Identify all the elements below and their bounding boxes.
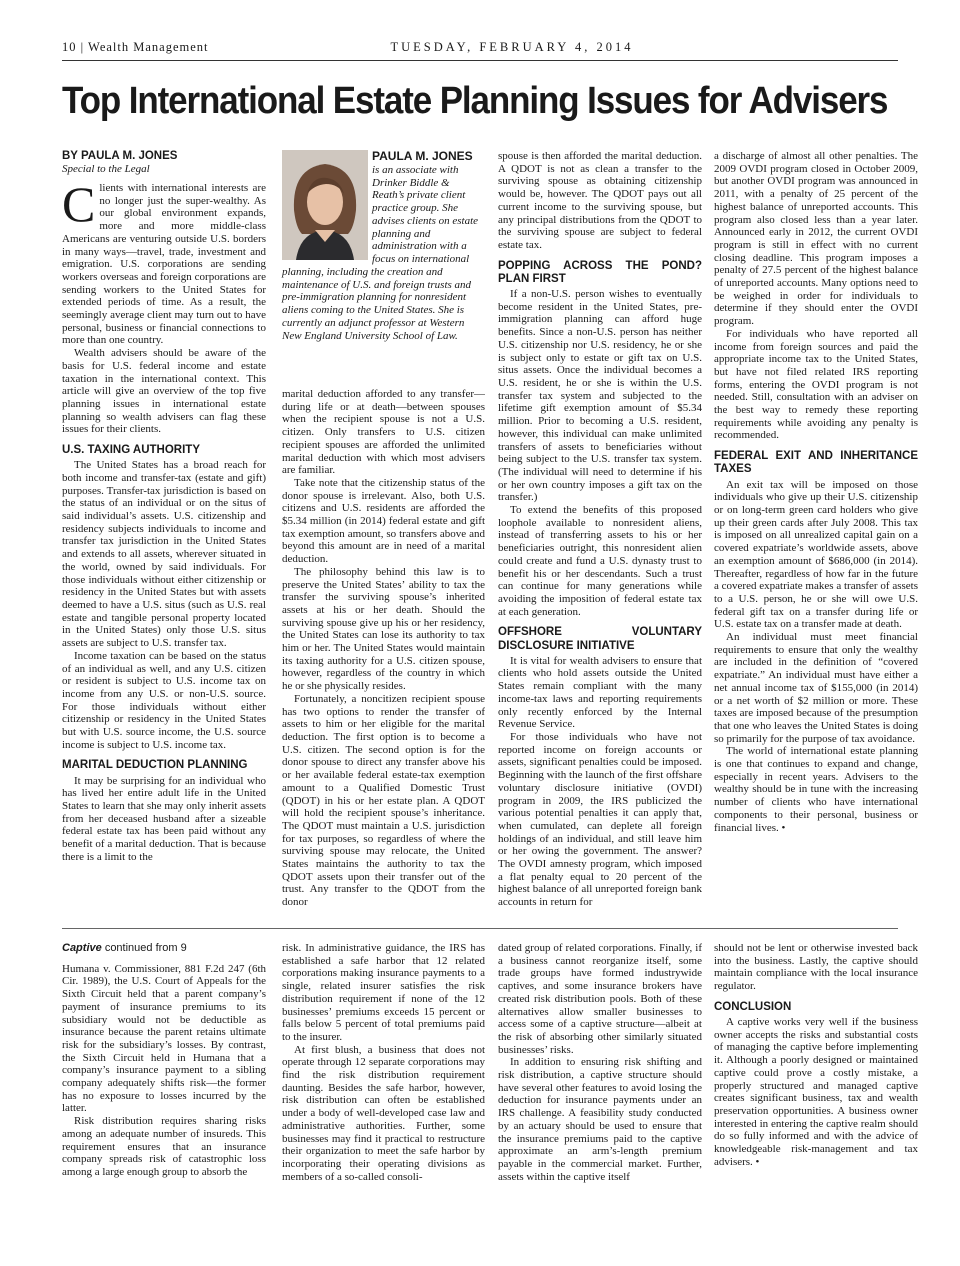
page-header [62,40,898,60]
captive-column-4 [714,942,918,1192]
page-section: 10 | Wealth Management [62,40,209,54]
article-paragraph: To extend the benefits of this proposed loophole available to nonresident aliens, instead of transferring assets to his or her beneficiaries outright, this nonresident alien could create and fund a U.S. dynasty trust to benefit his or her descendants. Such a trust can continue for many generations while avoiding the imposition of federal estate tax at each generation. [498,504,702,618]
end-mark: • [755,1155,760,1168]
section-heading: MARITAL DEDUCTION PLANNING [62,759,248,772]
section-heading: POPPING ACROSS THE POND? PLAN FIRST [498,259,702,285]
article-paragraph: marital deduction afforded to any transfer—during life or at death—between spouses when the recipient spouse is not a U.S. citizen. Only transfers to U.S. citizen recipient spouses are afforded the unlimited marital deduction with which most advisers are familiar. [282,388,485,477]
article-paragraph: It may be surprising for an individual who has lived her entire adult life in the United States to learn that she may only inherit assets from her deceased husband after a sizeable federal estate tax has been paid without any benefit of a marital deduction. That is because there is a limit to the [62,774,266,863]
article-paragraph: a discharge of almost all other penalties. The 2009 OVDI program closed in October 2009, but another OVDI program was announced in 2011, with a penalty of 25 percent of the highest balance of unreported accounts. This program also closed less than a year later. Announced early in 2012, the current OVDI program is still in effect with no current closing deadline. This program imposes a penalty of 27.5 percent of the highest balance of unreported accounts. Many options need to be weighed in order for individuals to determine if they should enter the OVDI program. [714,150,918,328]
captive-column-3 [498,942,702,1192]
article-paragraph: The philosophy behind this law is to preserve the United States’ ability to tax the transfer the surviving spouse’s inherited assets at his or her death. Should the surviving spouse give up his or her residency, the United States can lose its authority to tax him or her. The United States would maintain its taxing authority for a U.S. citizen spouse, however, regardless of the country in which he or she physically resides. [282,565,485,693]
byline: BY PAULA M. JONES [62,150,178,162]
article-paragraph: Income taxation can be based on the status of an individual as well, and any U.S. citizen or resident is subject to U.S. income tax on income from any U.S. or non-U.S. source. For those individuals without either citizenship or residency in the United States but with U.S. source income, the U.S. source income is subject to U.S. income tax. [62,649,266,751]
continuation-label: Captive [62,942,102,954]
article-column-3 [498,150,702,925]
author-bio-text: is an associate with Drinker Biddle & Reath’s private client practice group. She advises clients on estate planning and administration with a focus on international planning, including the creation and maintenance of U.S. and foreign trusts and pre-immigration planning for nonresident aliens coming to the United States. She is currently an adjunct professor at Western New England University School of Law. [282,163,479,342]
article-paragraph: Wealth advisers should be aware of the basis for U.S. federal income and estate taxation in the international context. This article will give an overview of the top five planning issues in international estate planning so wealth advisers can flag these issues for their clients. [62,347,266,436]
header-rule [62,60,898,61]
article-paragraph: It is vital for wealth advisers to ensure that clients who hold assets outside the United States remain compliant with the many income-tax laws and reporting requirements only recently enforced by the Internal Revenue Service. [498,654,702,731]
article-paragraph: For those individuals who have not reported income on foreign accounts or assets, significant penalties could be imposed. Beginning with the launch of the first offshare voluntary disclosure initiative (OVDI) program in 2009, the IRS publicized the various potential penalties it can apply that, when cumulated, can deplete all foreign holdings of an individual, and still leave him or her owing the government. The answer? The OVDI amnesty program, which imposed a flat penalty equal to 20 percent of the highest balance of all unreported foreign bank accounts in return for [498,731,702,909]
article-paragraph: spouse is then afforded the marital deduction. A QDOT is not as clean a transfer to the surviving spouse as obtaining citizenship would be, however. The QDOT pays out all current income to the surviving spouse, but any principal distributions from the QDOT to the surviving spouse are subject to federal estate tax. [498,150,702,251]
article-column-4 [714,150,918,925]
author-bio [282,150,482,342]
section-heading: CONCLUSION [714,1000,792,1013]
author-box [282,150,482,390]
article-paragraph: Risk distribution requires sharing risks among an adequate number of insureds. This requirement ensures that an insurance company spreads risk of catastrophic loss among a large enough group to absorb the [62,1115,266,1178]
article-paragraph: An individual must meet financial requirements to ensure that only the wealthy are included in the definition of “covered expatriate.” An individual must have either a net annual income tax of $155,000 (in 2014) or a net worth of $2 million or more. These taxes are imposed because of the presumption that one who leaves the United States is doing so primarily for the purpose of tax avoidance. [714,631,918,745]
article-paragraph: dated group of related corporations. Finally, if a business cannot reorganize itself, some trade groups have formed industrywide captives, and some insurance brokers have created risk distribution pools. Both of these alternatives allow smaller businesses to access some of a captive structure—albeit at the risk of absorbing other similarly situated businesses’ risks. [498,942,702,1056]
article-paragraph: Take note that the citizenship status of the donor spouse is irrelevant. Also, both U.S. citizens and U.S. residents are afforded the $5.34 million (in 2014) federal estate and gift tax exemption amount, so transfers above and beyond this amount are in need of a marital deduction. [282,476,485,566]
section-divider [62,928,898,929]
end-mark: • [781,821,786,834]
article-column-2 [282,388,485,925]
continuation-header [62,942,266,955]
section-heading: FEDERAL EXIT AND INHERITANCE TAXES [714,450,918,476]
article-paragraph: At first blush, a business that does not operate through 12 separate corporations may find the risk distribution requirement daunting. Besides the safe harbor, however, risk distribution can often be established under a body of well-developed case law and administrative authorities. Further, some businesses may find it practical to restructure their organization to meet the safe harbor by incorporating their operating divisions as members of a so-called consoli- [282,1043,485,1183]
article-paragraph: In addition to ensuring risk shifting and risk distribution, a captive structure should have several other features to avoid losing the deduction for insurance payments under an IRS challenge. A feasibility study conducted by an actuary should be used to ensure that the insurance premiums paid to the captive approximate an arm’s-length premium payable in the commercial market. Further, assets within the captive itself [498,1056,702,1183]
article-paragraph: Humana v. Commissioner, 881 F.2d 247 (6th Cir. 1989), the U.S. Court of Appeals for the Sixth Circuit held that a parent company’s payment of insurance premiums to its subsidiary would not be deductible as insurance because the parent retains ultimate risk for the subsidiary’s losses. By contrast, the Sixth Circuit held in Humana that a company’s insurance payment to a sibling company adequately shifts risk—the former has no exposure to losses incurred by the latter. [62,962,266,1115]
captive-column-1 [62,942,266,1192]
section-heading: OFFSHORE VOLUNTARY DISCLOSURE INITIATIVE [498,626,702,652]
article-paragraph: Fortunately, a noncitizen recipient spouse has two options to render the transfer of assets to him or her eligible for the marital deduction. The first option is to become a U.S. citizen. The second option is for the donor spouse to direct any transfer above his or her available federal estate-tax exemption amount to a Qualified Domestic Trust (QDOT) in his or her estate plan. A QDOT will hold the recipient spouse’s inheritance. The QDOT must maintain a U.S. jurisdiction for tax purposes, so regardless of where the surviving spouse may relocate, the United States maintains the authority to tax the QDOT assets upon their transfer out of the trust. Any transfer to the QDOT from the donor [282,692,485,909]
article-paragraph: An exit tax will be imposed on those individuals who give up their U.S. citizenship or on long-term green card holders who give up their green cards after July 2008. This tax is imposed on all unrealized capital gain on a covered expatriate’s worldwide assets, above an exemption amount of $686,000 (in 2014). Thereafter, regardless of how far in the future a covered expatriate makes a transfer of assets to a U.S. person, he or she will owe U.S. federal gift tax on a transfer during life or U.S. estate tax on a transfer made at death. [714,478,918,631]
article-paragraph: If a non-U.S. person wishes to eventually become resident in the United States, pre-immigration planning can afford huge benefits. Since a non-U.S. person has neither U.S. citizenship nor U.S. residency, he or she is subject only to estate or gift tax on U.S. situs assets. Once the individual becomes a U.S. resident, he or she is within the U.S. transfer tax system and subjected to the lifetime gift exemption amount of $5.34 million. Prior to becoming a U.S. resident, however, this individual can make unlimited transfers of assets to beneficiaries without being subject to the U.S. transfer tax system. (The individual will need to determine if his or her own country imposes a gift tax on the transfer.) [498,288,702,504]
issue-date: TUESDAY, FEBRUARY 4, 2014 [390,40,634,54]
article-paragraph: The United States has a broad reach for both income and transfer-tax (estate and gift) purposes. Transfer-tax jurisdiction is based on the status of an individual or on the situs of said individual’s assets. U.S. citizenship and residency subjects individuals to income and transfer tax jurisdiction in the United States and extends to all assets, wherever situated in the world, owned by said individuals. For those individuals without either citizenship or residency in the United States but with assets deemed to have a U.S. situs (such as U.S. real estate and tangible personal property located in the United States) only those U.S. situs assets are subject to U.S. transfer tax. [62,459,266,650]
special-credit: Special to the Legal [62,163,150,176]
article-paragraph: For individuals who have reported all income from foreign sources and paid the appropriate income tax to the United States, but have not filed related IRS reporting forms, entering the OVDI program is not needed. Still, consultation with an adviser on the best way to remedy these reporting requirements while avoiding any penalty is recommended. [714,327,918,442]
drop-cap: C [62,175,96,232]
author-name: PAULA M. JONES [372,149,473,163]
article-paragraph: should not be lent or otherwise invested back into the business. Lastly, the captive should maintain compliance with the local insurance regulator. [714,942,918,993]
continued-from: continued from 9 [104,942,187,954]
headline: Top International Estate Planning Issues for Advisers [62,80,888,122]
article-paragraph: Clients with international interests are no longer just the super-wealthy. As our global environment expands, more and more middle-class Americans are venturing outside U.S. borders in many ways—travel, trade, investment and emigration. U.S. corporations are sending workers overseas and foreign corporations are sending workers to the United States for extended periods of time. As a result, the seemingly average client may turn out to have personal, business or financial connections to more than one country. [62,175,266,347]
article-column-1 [62,150,266,925]
article-paragraph: risk. In administrative guidance, the IRS has established a safe harbor that 12 related corporations making insurance payments to a single, related insurer satisfies the risk distribution requirement if none of the 12 businesses’ premiums exceeds 15 percent or falls below 5 percent of total premiums paid to the insurer. [282,942,485,1043]
section-heading: U.S. TAXING AUTHORITY [62,444,200,457]
article-paragraph: A captive works very well if the business owner accepts the risks and substantial costs of managing the captive before implementing it. Although a poorly designed or maintained captive could prove a costly mistake, a properly structured and managed captive creates significant business, tax and wealth preservation opportunities. A business owner interested in entering the captive realm should do so fully informed and with the advice of knowledgeable risk-management and tax advisers. • [714,1016,918,1168]
captive-column-2 [282,942,485,1192]
article-paragraph: The world of international estate planning is one that continues to expand and change, especially in recent years. Advisers to the wealthy should be in tune with the increasing number of clients who have international components to their personal, business or financial lives. • [714,745,918,834]
